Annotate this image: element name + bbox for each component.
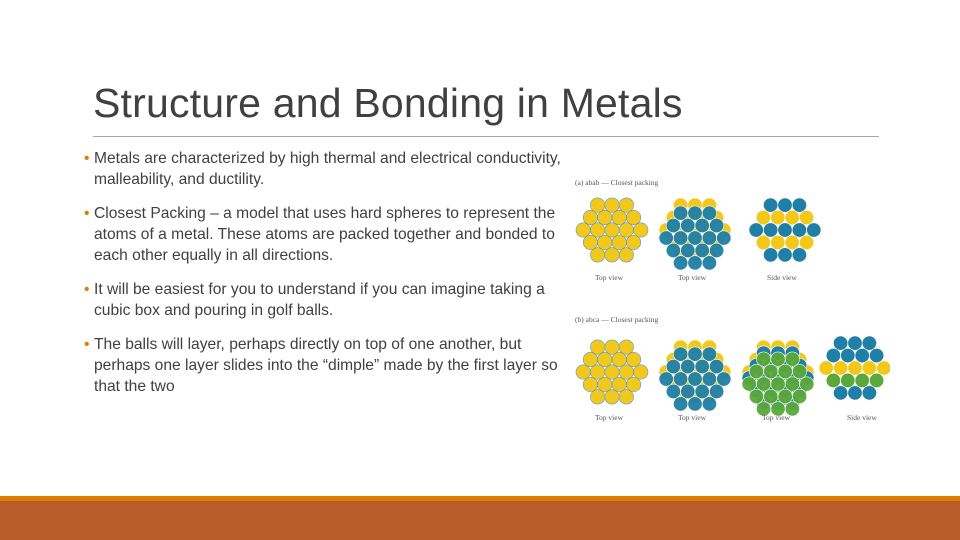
bullet-list bbox=[84, 148, 574, 410]
sphere bbox=[702, 347, 716, 361]
sphere bbox=[792, 364, 806, 378]
sphere bbox=[717, 372, 731, 386]
panel-a-view-label: Side view bbox=[767, 273, 797, 282]
bullet-item bbox=[84, 279, 574, 321]
sphere bbox=[666, 218, 680, 232]
panel-a-view-label: Top view bbox=[678, 273, 707, 282]
sphere bbox=[673, 372, 687, 386]
sphere bbox=[785, 352, 799, 366]
sphere bbox=[848, 386, 862, 400]
bullet-dot: • bbox=[84, 336, 90, 353]
bullet-dot: • bbox=[84, 281, 90, 298]
sphere bbox=[841, 348, 855, 362]
sphere bbox=[702, 397, 716, 411]
sphere bbox=[778, 389, 792, 403]
sphere bbox=[807, 223, 821, 237]
sphere bbox=[771, 210, 785, 224]
sphere bbox=[848, 361, 862, 375]
sphere bbox=[709, 359, 723, 373]
bullet-item bbox=[84, 148, 574, 190]
sphere bbox=[833, 386, 847, 400]
sphere bbox=[826, 348, 840, 362]
sphere bbox=[799, 210, 813, 224]
sphere bbox=[833, 336, 847, 350]
sphere bbox=[792, 248, 806, 262]
bullet-item bbox=[84, 334, 574, 397]
sphere bbox=[742, 377, 756, 391]
sphere bbox=[659, 231, 673, 245]
bullet-dot: • bbox=[84, 205, 90, 222]
sphere bbox=[771, 377, 785, 391]
sphere bbox=[826, 373, 840, 387]
sphere bbox=[702, 206, 716, 220]
sphere bbox=[749, 389, 763, 403]
closest-packing-figure bbox=[570, 172, 890, 432]
sphere bbox=[688, 372, 702, 386]
sphere bbox=[792, 223, 806, 237]
sphere bbox=[666, 359, 680, 373]
sphere bbox=[702, 256, 716, 270]
sphere bbox=[877, 361, 890, 375]
sphere bbox=[764, 389, 778, 403]
sphere bbox=[855, 348, 869, 362]
bullet-dot: • bbox=[84, 150, 90, 167]
sphere bbox=[763, 248, 777, 262]
sphere bbox=[756, 210, 770, 224]
sphere bbox=[695, 359, 709, 373]
panel-a-label: (a) abab — Closest packing bbox=[575, 178, 659, 187]
panel-b-label: (b) abca — Closest packing bbox=[575, 315, 659, 324]
sphere bbox=[673, 347, 687, 361]
sphere bbox=[771, 352, 785, 366]
sphere bbox=[862, 361, 876, 375]
sphere bbox=[819, 361, 833, 375]
sphere bbox=[673, 256, 687, 270]
bullet-text: The balls will layer, perhaps directly on top of one another, but perhaps one layer slides into the “dimple” made by the first layer so that the two bbox=[94, 336, 558, 395]
slide-title: Structure and Bonding in Metals bbox=[93, 80, 683, 126]
sphere bbox=[688, 397, 702, 411]
sphere bbox=[666, 243, 680, 257]
sphere bbox=[785, 210, 799, 224]
sphere bbox=[681, 243, 695, 257]
sphere bbox=[709, 384, 723, 398]
sphere bbox=[763, 198, 777, 212]
sphere bbox=[688, 347, 702, 361]
sphere bbox=[848, 336, 862, 350]
sphere bbox=[862, 336, 876, 350]
sphere bbox=[833, 361, 847, 375]
panel-a-view-label: Top view bbox=[595, 273, 624, 282]
sphere bbox=[785, 377, 799, 391]
bullet-text: Closest Packing – a model that uses hard spheres to represent the atoms of a metal. These atoms are packed together and bonded to each other equally in all directions. bbox=[94, 205, 556, 264]
bullet-item bbox=[84, 203, 574, 266]
sphere bbox=[695, 384, 709, 398]
sphere bbox=[659, 372, 673, 386]
sphere bbox=[778, 364, 792, 378]
panel-b-view-label: Top view bbox=[762, 413, 791, 422]
title-divider bbox=[93, 136, 879, 137]
panel-a-spheres bbox=[576, 198, 821, 270]
sphere bbox=[688, 231, 702, 245]
sphere bbox=[771, 235, 785, 249]
sphere bbox=[778, 248, 792, 262]
sphere bbox=[717, 231, 731, 245]
sphere bbox=[778, 198, 792, 212]
sphere bbox=[673, 397, 687, 411]
sphere bbox=[785, 235, 799, 249]
panel-b-view-label: Top view bbox=[595, 413, 624, 422]
sphere bbox=[681, 384, 695, 398]
sphere bbox=[702, 372, 716, 386]
sphere bbox=[749, 223, 763, 237]
sphere bbox=[688, 206, 702, 220]
sphere bbox=[749, 364, 763, 378]
sphere bbox=[869, 373, 883, 387]
panel-b-view-label: Side view bbox=[847, 413, 877, 422]
bullet-text: Metals are characterized by high thermal and electrical conductivity, malleability, and ductility. bbox=[94, 150, 561, 188]
panel-b-spheres bbox=[576, 336, 890, 416]
sphere bbox=[695, 243, 709, 257]
sphere bbox=[841, 373, 855, 387]
sphere bbox=[855, 373, 869, 387]
sphere bbox=[778, 223, 792, 237]
sphere bbox=[702, 231, 716, 245]
sphere bbox=[709, 243, 723, 257]
sphere bbox=[764, 364, 778, 378]
footer-bar bbox=[0, 501, 960, 540]
sphere bbox=[688, 256, 702, 270]
panel-b-view-label: Top view bbox=[678, 413, 707, 422]
sphere bbox=[673, 206, 687, 220]
sphere bbox=[756, 377, 770, 391]
sphere bbox=[709, 218, 723, 232]
sphere bbox=[792, 198, 806, 212]
sphere bbox=[681, 218, 695, 232]
bullet-text: It will be easiest for you to understand if you can imagine taking a cubic box and pouring in golf balls. bbox=[94, 281, 545, 319]
sphere bbox=[756, 235, 770, 249]
sphere bbox=[800, 377, 814, 391]
sphere bbox=[666, 384, 680, 398]
sphere bbox=[792, 389, 806, 403]
sphere bbox=[799, 235, 813, 249]
sphere bbox=[673, 231, 687, 245]
sphere bbox=[869, 348, 883, 362]
sphere bbox=[862, 386, 876, 400]
sphere bbox=[695, 218, 709, 232]
sphere bbox=[763, 223, 777, 237]
sphere bbox=[756, 352, 770, 366]
sphere bbox=[681, 359, 695, 373]
